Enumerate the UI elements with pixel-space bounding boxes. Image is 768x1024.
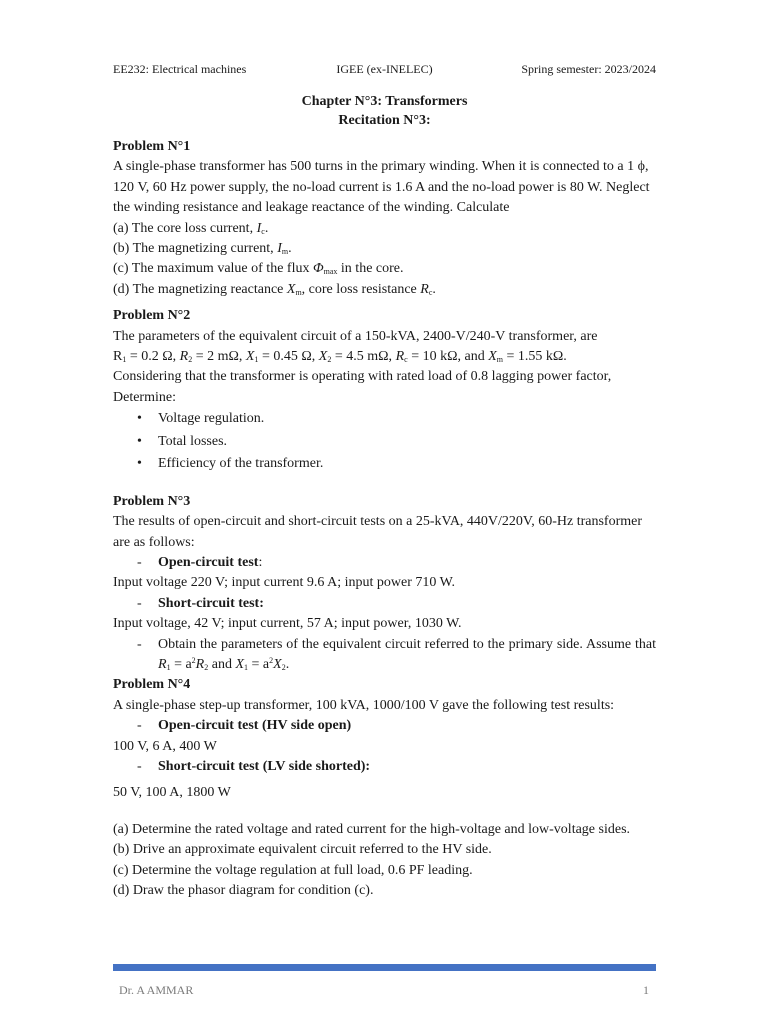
problem-1-part-d: (d) The magnetizing reactance $X_m$, core loss resistance $R_c$. bbox=[113, 281, 436, 297]
problem-4-part-a: (a) Determine the rated voltage and rated current for the high-voltage and low-voltage sides. bbox=[113, 821, 631, 837]
problem-2-parameters: $R_1 = 0.2$ Ω, $R_2 = 2$ mΩ, $X_1 = 0.45$ Ω, $X_2 = 4.5$ mΩ, $R_c = 10$ kΩ, and $X_m = 1.55$ kΩ. bbox=[113, 349, 567, 365]
header-semester: Spring semester: 2023/2024 bbox=[521, 62, 656, 76]
problem-1-part-a: (a) The core loss current, $I_c$. bbox=[113, 220, 269, 236]
header-institute: IGEE (ex-INELEC) bbox=[336, 62, 433, 76]
problem-1-part-b: (b) The magnetizing current, $I_m$. bbox=[113, 241, 292, 257]
footer-divider-bar bbox=[113, 964, 656, 971]
problem-3-oc-data: Input voltage 220 V; input current 9.6 A; input power 710 W. bbox=[113, 575, 456, 591]
page-number: 1 bbox=[643, 983, 649, 997]
problem-3-heading: Problem N°3 bbox=[113, 493, 191, 509]
problem-4-sc-data: 50 V, 100 A, 1800 W bbox=[113, 785, 231, 801]
header-course: EE232: Electrical machines bbox=[113, 62, 247, 76]
problem-3-task: - Obtain the parameters of the equivalent circuit referred to the primary side. Assume that $R_1 = a^2R_2$ and $X_1 = a^2X_2$. bbox=[137, 636, 656, 673]
problem-3-oc-label: - Open-circuit test: bbox=[137, 555, 263, 570]
list-item: • Efficiency of the transformer. bbox=[113, 453, 656, 476]
problem-4-part-b: (b) Drive an approximate equivalent circuit referred to the HV side. bbox=[113, 842, 492, 858]
document-page bbox=[113, 0, 656, 1024]
problem-4-sc-label: - Short-circuit test (LV side shorted): bbox=[137, 759, 371, 775]
problem-1-heading: Problem N°1 bbox=[113, 139, 191, 154]
problem-4-part-c: (c) Determine the voltage regulation at full load, 0.6 PF leading. bbox=[113, 862, 473, 878]
problem-4-oc-label: - Open-circuit test (HV side open) bbox=[137, 718, 352, 734]
problem-4-intro: A single-phase step-up transformer, 100 kVA, 1000/100 V gave the following test results: bbox=[113, 697, 615, 713]
problem-4-part-d: (d) Draw the phasor diagram for condition (c). bbox=[113, 883, 374, 899]
list-item: • Total losses. bbox=[113, 431, 656, 454]
document-body bbox=[113, 137, 656, 902]
problem-2-heading: Problem N°2 bbox=[113, 308, 191, 324]
problem-3-sc-label: - Short-circuit test: bbox=[137, 595, 264, 611]
chapter-title: Chapter N°3: Transformers bbox=[301, 94, 468, 109]
problem-1-part-c: (c) The maximum value of the flux $\Phi_{max}$ in the core. bbox=[113, 261, 404, 277]
problem-2-bullet-list bbox=[113, 408, 656, 476]
page-footer bbox=[119, 983, 649, 998]
title-block bbox=[113, 92, 656, 130]
footer-author: Dr. A AMMAR bbox=[119, 983, 194, 997]
problem-2-line-1: The parameters of the equivalent circuit of a 150-kVA, 2400-V/240-V transformer, are bbox=[113, 328, 598, 344]
problem-4-oc-data: 100 V, 6 A, 400 W bbox=[113, 738, 217, 754]
problem-1-intro: A single-phase transformer has 500 turns in the primary winding. When it is connected to a 1 ϕ, 120 V, 60 Hz power supply, the no-load current is 1.6 A and the no-load power is 80 W. Neglect the winding resistance and leakage reactance of the winding. Calculate bbox=[113, 159, 650, 216]
problem-2-operating-condition: Considering that the transformer is operating with rated load of 0.8 lagging power factor, Determine: bbox=[113, 369, 612, 405]
problem-3-sc-data: Input voltage, 42 V; input current, 57 A; input power, 1030 W. bbox=[113, 616, 462, 632]
problem-3-intro: The results of open-circuit and short-circuit tests on a 25-kVA, 440V/220V, 60-Hz transformer are as follows: bbox=[113, 514, 643, 550]
page-header bbox=[113, 62, 656, 78]
problem-4-heading: Problem N°4 bbox=[113, 677, 191, 693]
recitation-title: Recitation N°3: bbox=[338, 113, 431, 128]
list-item: • Voltage regulation. bbox=[113, 408, 656, 431]
